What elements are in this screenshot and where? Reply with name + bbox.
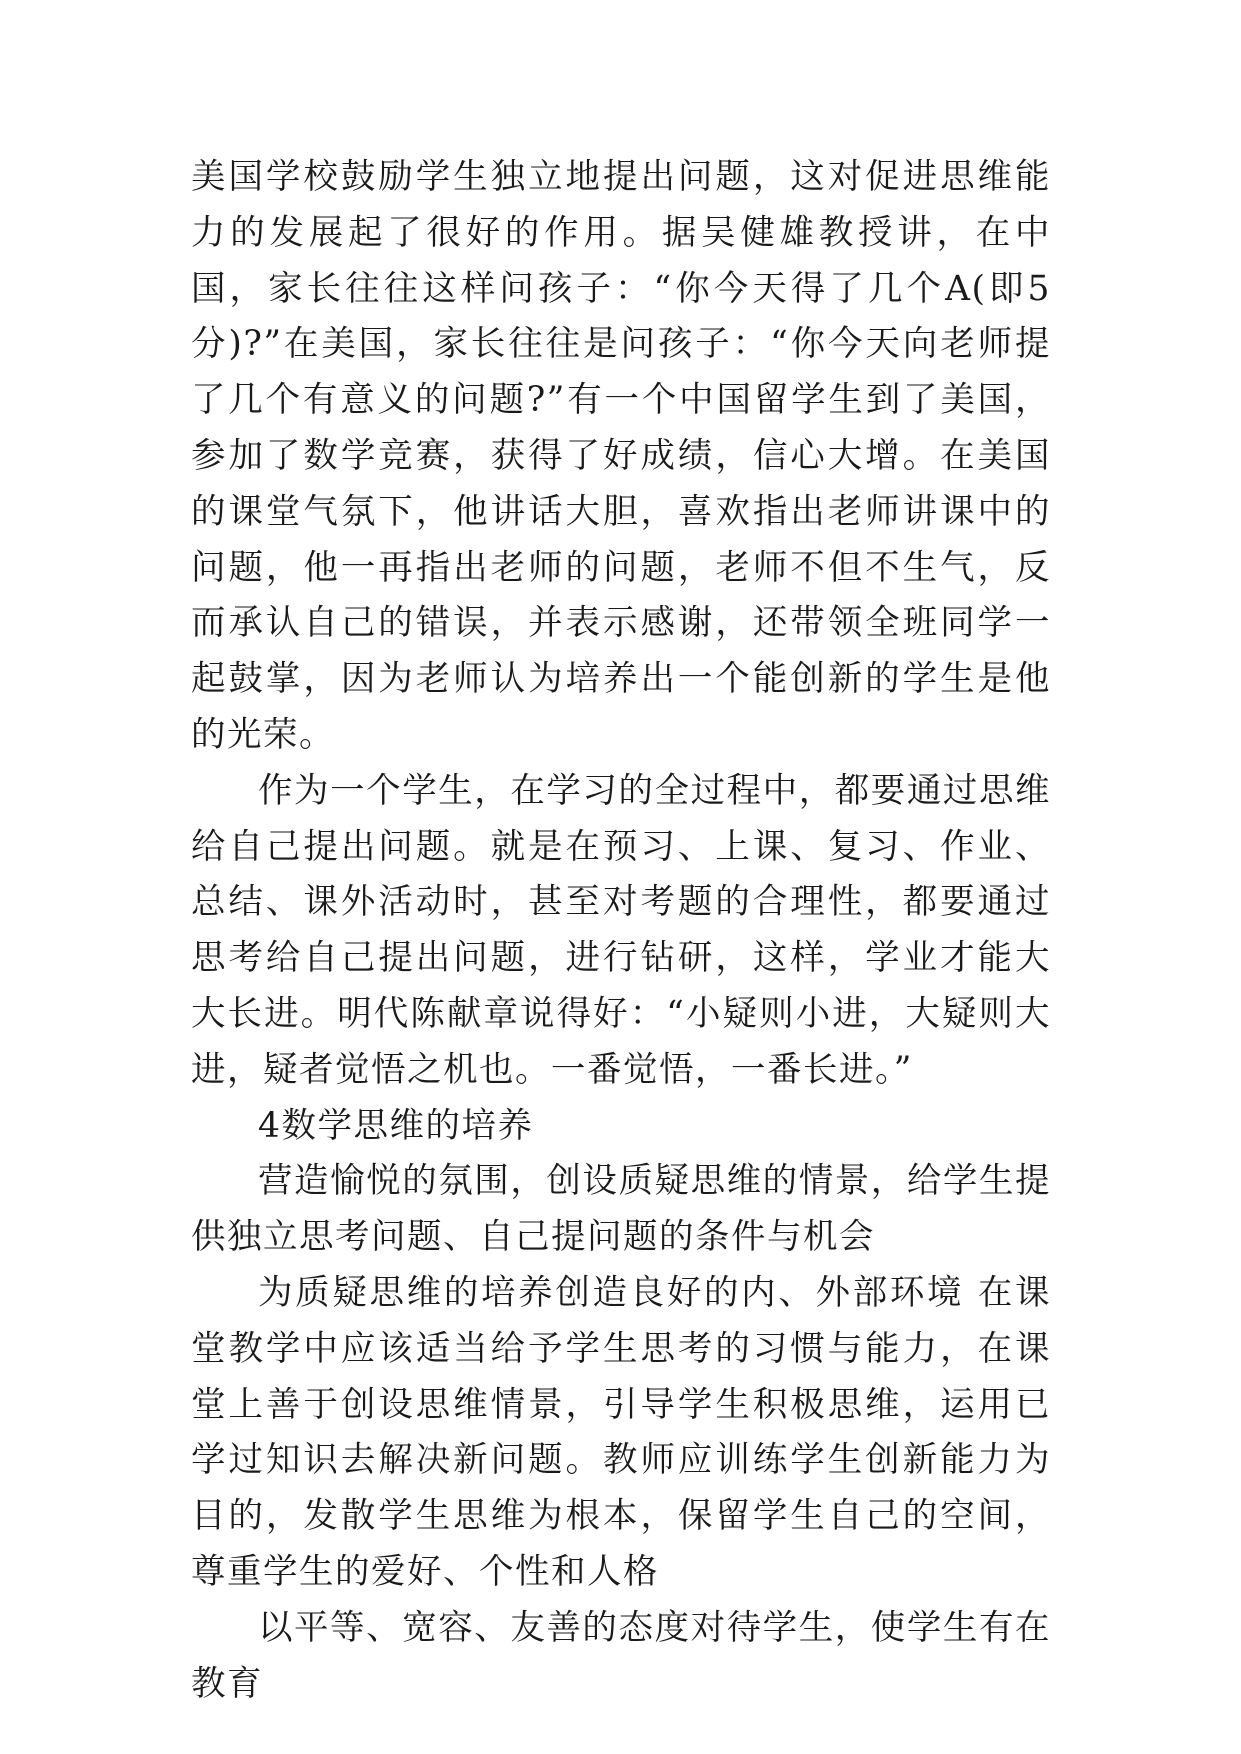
- section-heading-math-thinking: 4数学思维的培养: [258, 1105, 534, 1146]
- paragraph-equal-attitude: 以平等、宽容、友善的态度对待学生，使学生有在教育: [191, 1607, 1051, 1704]
- paragraph-american-schools: 美国学校鼓励学生独立地提出问题，这对促进思维能力的发展起了很好的作用。据吴健雄教授讲，在中国，家长往往这样问孩子：“你今天得了几个A(即5分)?”在美国，家长往往是问孩子：“你今天向老师提了几个有意义的问题?”有一个中国留学生到了美国，参加了数学竞赛，获得了好成绩，信心大增。在美国的课堂气氛下，他讲话大胆，喜欢指出老师讲课中的问题，他一再指出老师的问题，老师不但不生气，反而承认自己的错误，并表示感谢，还带领全班同学一起鼓掌，因为老师认为培养出一个能创新的学生是他的光荣。: [191, 157, 1051, 755]
- paragraph-environment: 为质疑思维的培养创造良好的内、外部环境 在课堂教学中应该适当给予学生思考的习惯与能力，在课堂上善于创设思维情景，引导学生积极思维，运用已学过知识去解决新问题。教师应训练学生创新能力为目的，发散学生思维为根本，保留学生自己的空间，尊重学生的爱好、个性和人格: [191, 1272, 1051, 1592]
- paragraph-create-atmosphere: 营造愉悦的氛围，创设质疑思维的情景，给学生提供独立思考问题、自己提问题的条件与机会: [191, 1161, 1051, 1258]
- document-body: [191, 150, 1051, 1712]
- paragraph-student-questions: 作为一个学生，在学习的全过程中，都要通过思维给自己提出问题。就是在预习、上课、复习、作业、总结、课外活动时，甚至对考题的合理性，都要通过思考给自己提出问题，进行钻研，这样，学业才能大大长进。明代陈献章说得好：“小疑则小进，大疑则大进，疑者觉悟之机也。一番觉悟，一番长进。”: [191, 770, 1051, 1090]
